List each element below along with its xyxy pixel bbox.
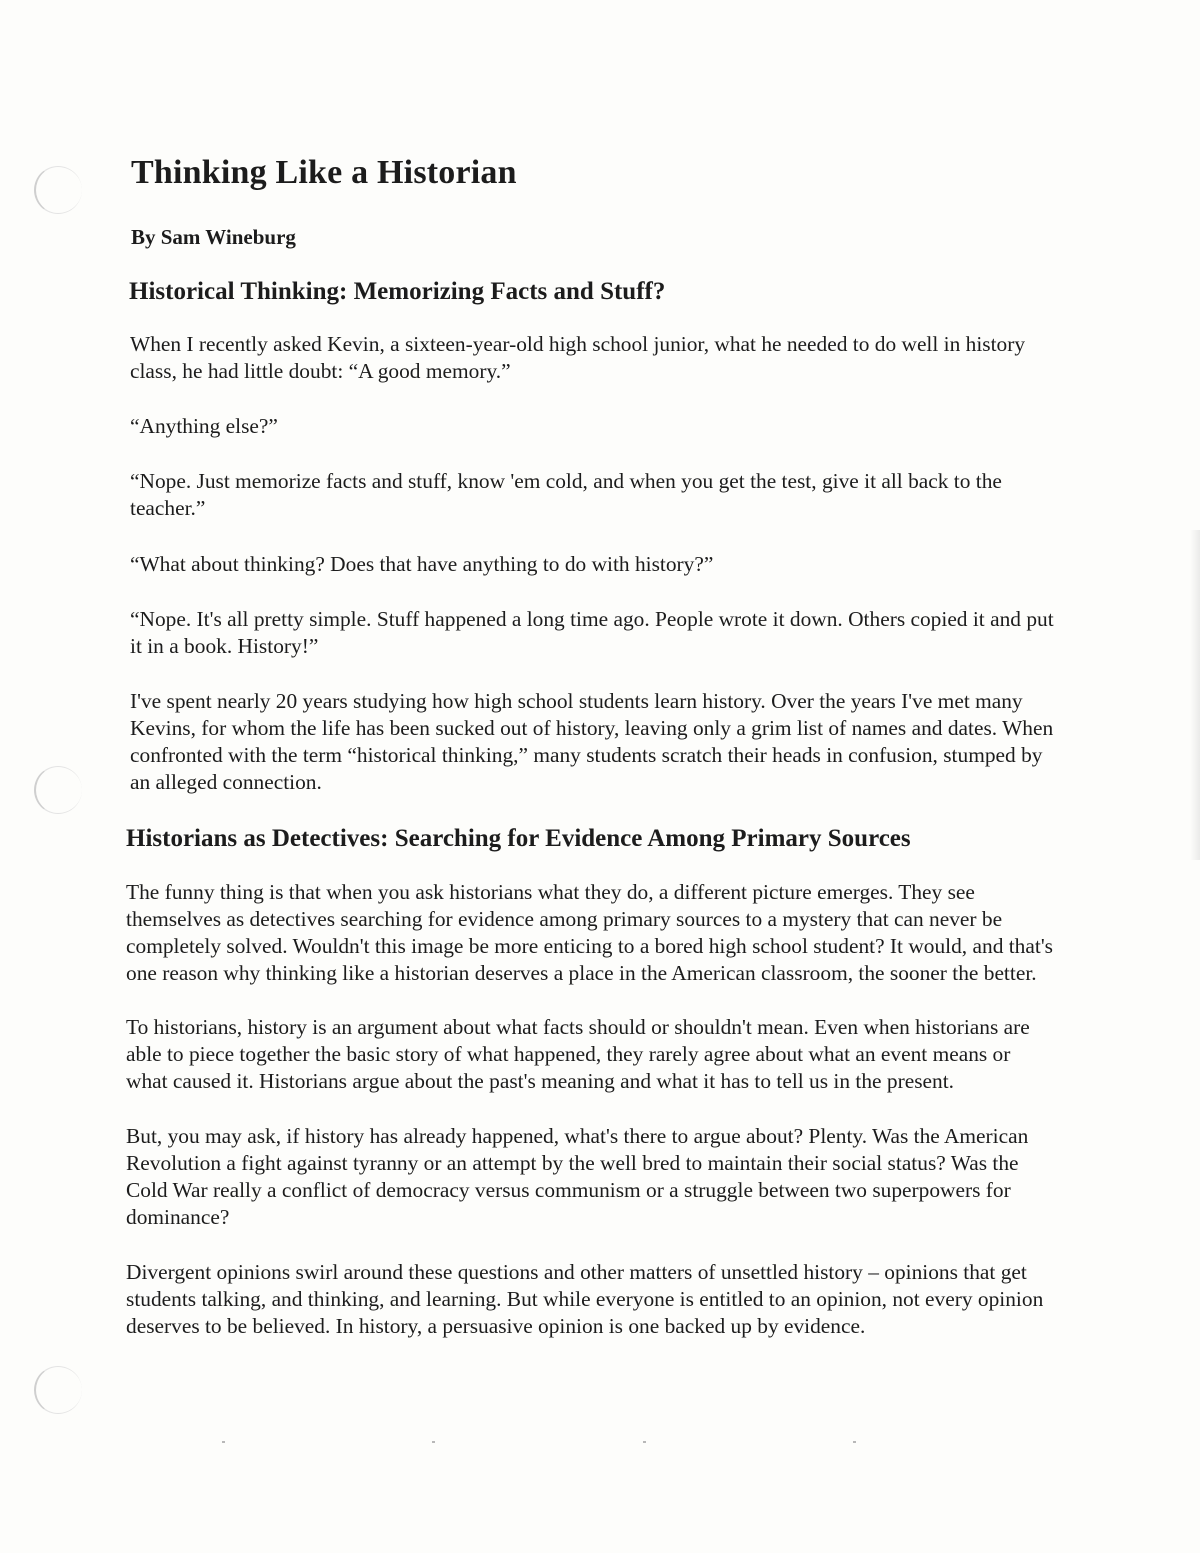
paragraph: “What about thinking? Does that have anything to do with history?”: [130, 552, 714, 576]
punch-hole-bottom: [34, 1366, 82, 1414]
scan-edge-shadow: [1190, 530, 1200, 860]
punch-hole-middle: [34, 766, 82, 814]
scan-speckles: [0, 1441, 1200, 1445]
speckle: [853, 1441, 856, 1443]
paragraph: “Nope. Just memorize facts and stuff, know 'em cold, and when you get the test, give it all back to the teacher.”: [130, 469, 1002, 520]
speckle: [222, 1441, 225, 1443]
paragraph: The funny thing is that when you ask historians what they do, a different picture emerges. They see themselves as detectives searching for evidence among primary sources to a mystery that can never be completely solved. Wouldn't this image be more enticing to a bored high school student? It would, and that's one reason why thinking like a historian deserves a place in the American classroom, the sooner the better.: [126, 880, 1053, 985]
speckle: [643, 1441, 646, 1443]
section-heading-historical-thinking: Historical Thinking: Memorizing Facts and Stuff?: [129, 278, 666, 305]
article-byline: By Sam Wineburg: [131, 225, 296, 249]
paragraph: But, you may ask, if history has already happened, what's there to argue about? Plenty. Was the American Revolution a fight against tyranny or an attempt by the well bred to maintain their social status? Was the Cold War really a conflict of democracy versus communism or a struggle between two superpowers for dominance?: [126, 1124, 1029, 1229]
paragraph: “Anything else?”: [130, 414, 278, 438]
section-heading-historians-as-detectives: Historians as Detectives: Searching for Evidence Among Primary Sources: [126, 825, 911, 852]
paragraph: Divergent opinions swirl around these questions and other matters of unsettled history – opinions that get students talking, and thinking, and learning. But while everyone is entitled to an opinion, not every opinion deserves to be believed. In history, a persuasive opinion is one backed up by evidence.: [126, 1260, 1044, 1338]
paragraph: I've spent nearly 20 years studying how high school students learn history. Over the years I've met many Kevins, for whom the life has been sucked out of history, leaving only a grim list of names and dates. When confronted with the term “historical thinking,” many students scratch their heads in confusion, stumped by an alleged connection.: [130, 689, 1054, 794]
paragraph: To historians, history is an argument about what facts should or shouldn't mean. Even when historians are able to piece together the basic story of what happened, they rarely agree about what an event means or what caused it. Historians argue about the past's meaning and what it has to tell us in the present.: [126, 1015, 1030, 1093]
speckle: [432, 1441, 435, 1443]
article-title: Thinking Like a Historian: [131, 154, 517, 191]
article: [126, 150, 1056, 1340]
paragraph: “Nope. It's all pretty simple. Stuff happened a long time ago. People wrote it down. Others copied it and put it in a book. History!”: [130, 607, 1054, 658]
paragraph: When I recently asked Kevin, a sixteen-year-old high school junior, what he needed to do well in history class, he had little doubt: “A good memory.”: [130, 332, 1026, 383]
punch-hole-top: [34, 166, 82, 214]
